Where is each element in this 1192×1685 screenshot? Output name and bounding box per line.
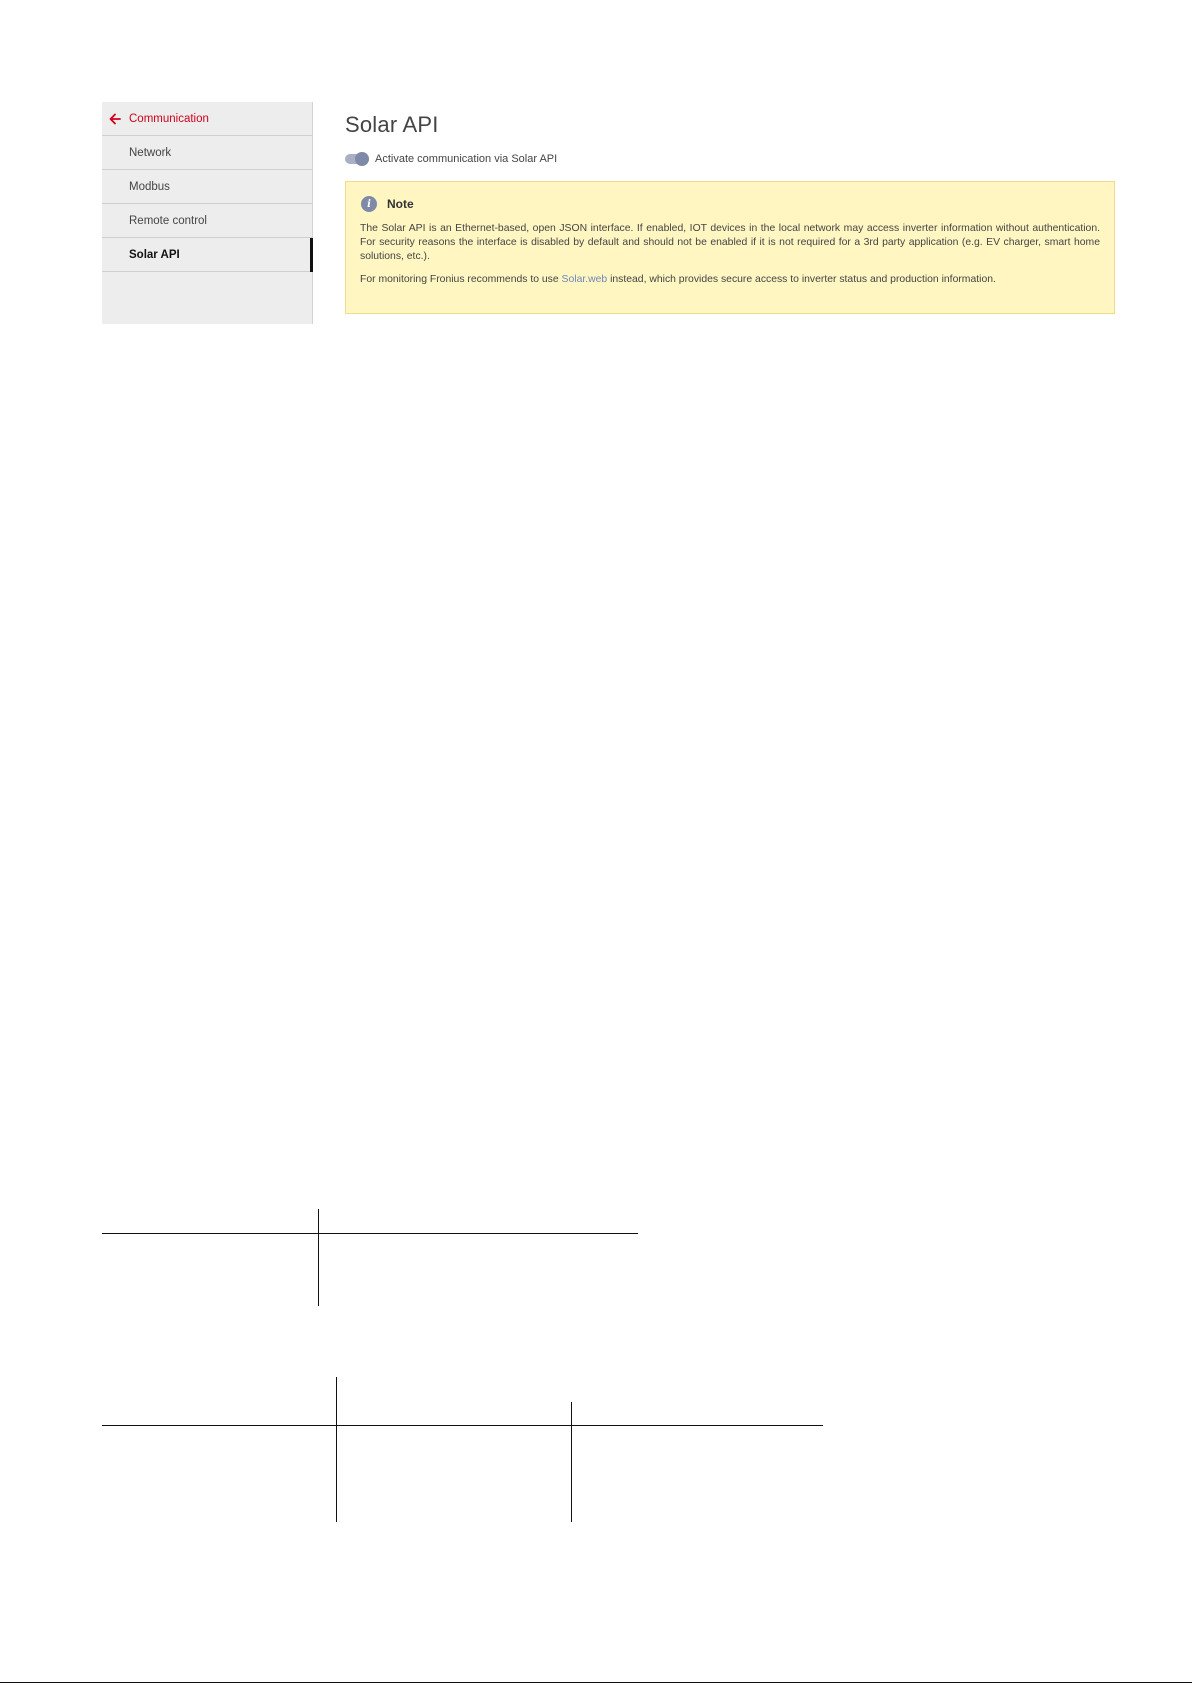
table-2-rule-horizontal	[102, 1425, 823, 1426]
sidebar-item-network[interactable]	[102, 136, 312, 170]
page-title: Solar API	[345, 112, 439, 137]
solar-api-toggle[interactable]	[345, 151, 370, 167]
note-paragraph-2-after: instead, which provides secure access to inverter status and production information.	[607, 274, 996, 285]
sidebar-back-communication[interactable]	[102, 102, 312, 136]
info-icon: i	[361, 196, 377, 212]
sidebar-item-label: Modbus	[129, 180, 170, 193]
note-paragraph-2	[360, 273, 1100, 287]
sidebar-item-label: Remote control	[129, 214, 207, 227]
note-paragraph-2-before: For monitoring Fronius recommends to use	[360, 274, 562, 285]
note-header	[360, 196, 1100, 212]
solar-web-link[interactable]: Solar.web	[561, 274, 608, 285]
sidebar-back-label: Communication	[129, 112, 209, 125]
sidebar-item-label: Solar API	[129, 248, 180, 261]
sidebar-item-solar-api[interactable]	[102, 238, 312, 272]
table-2-divider-vertical-2	[571, 1402, 572, 1522]
note-paragraph-1: The Solar API is an Ethernet-based, open JSON interface. If enabled, IOT devices in the local network may access inverter information without authentication. For security reasons the interface is disabled by default and should not be enabled if it is not required for a 3rd party application (e.g. EV charger, smart home solutions, etc.).	[360, 223, 1100, 262]
table-2-divider-vertical-1	[336, 1377, 337, 1522]
toggle-label: Activate communication via Solar API	[375, 153, 558, 165]
note-heading: Note	[387, 197, 414, 211]
solar-api-toggle-row	[345, 151, 557, 167]
note-box	[345, 181, 1115, 314]
table-1-rule-horizontal	[102, 1233, 638, 1234]
sidebar-item-label: Network	[129, 146, 172, 159]
sidebar-item-remote-control[interactable]	[102, 204, 312, 238]
arrow-left-icon	[108, 112, 122, 126]
sidebar	[102, 102, 313, 324]
table-1-divider-vertical	[318, 1209, 319, 1306]
toggle-knob	[355, 152, 369, 166]
sidebar-item-modbus[interactable]	[102, 170, 312, 204]
page-bottom-rule	[0, 1682, 1192, 1683]
